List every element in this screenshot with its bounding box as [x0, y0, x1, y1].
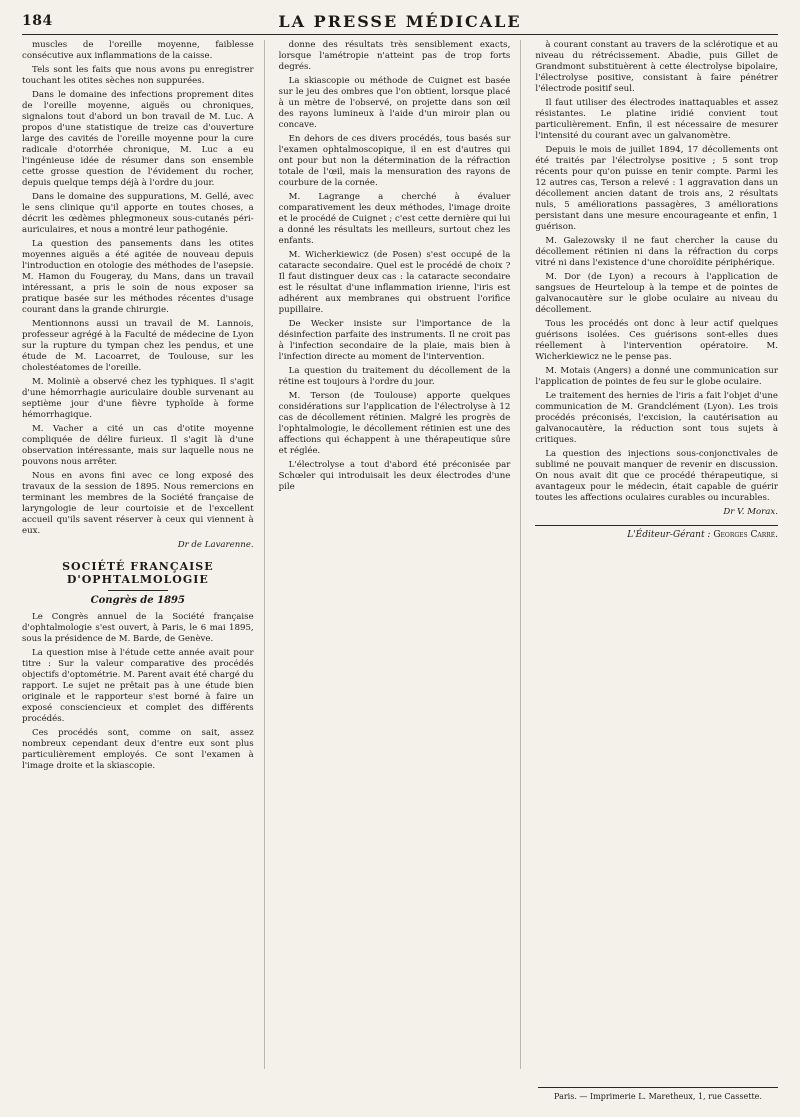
- paragraph: Le traitement des hernies de l'iris a fait l'objet d'une communication de M. Grandclément (Lyon). Les trois procédés préconisés, l'excision, la cautérisation au galvanocautère, la réduction sont tous sujets à critiques.: [535, 391, 778, 445]
- paragraph: Le Congrès annuel de la Société française d'ophtalmologie s'est ouvert, à Paris, le 6 mai 1895, sous la présidence de M. Barde, de Genève.: [22, 612, 254, 644]
- column-right: [535, 40, 778, 1069]
- paragraph: Dans le domaine des infections proprement dites de l'oreille moyenne, aiguës ou chroniques, signalons tout d'abord un bon travail de M. Luc. A propos d'une statistique de treize cas d'ouverture large des cavités de l'oreille moyenne pour la cure radicale d'otorrhée chronique, M. Luc a eu l'ingénieuse idée de résumer dans son ensemble cette grosse question de l'évidement du rocher, depuis quelque temps déjà à l'ordre du jour.: [22, 90, 254, 188]
- paragraph: La skiascopie ou méthode de Cuignet est basée sur le jeu des ombres que l'on obtient, lorsque placé à un mètre de l'observé, on projette dans son œil des rayons lumineux à l'aide d'un miroir plan ou concave.: [278, 76, 511, 130]
- paragraph: Depuis le mois de juillet 1894, 17 décollements ont été traités par l'électrolyse positive ; 5 sont trop récents pour qu'on puisse en tenir compte. Parmi les 12 autres cas, Terson a relevé : 1 aggravation dans un décollement ancien datant de trois ans, 2 résultats nuls, 5 améliorations passagères, 3 améliorations persistant dans une mesure encourageante et enfin, 1 guérison.: [535, 145, 778, 232]
- paragraph: La question mise à l'étude cette année avait pour titre : Sur la valeur comparative des procédés objectifs d'optométrie. M. Parent avait été chargé du rapport. Le sujet ne prêtait pas à une étude bien originale et le rapporteur s'est borné à faire un exposé consciencieux et complet des différents procédés.: [22, 648, 254, 724]
- paragraph: M. Motais (Angers) a donné une communication sur l'application de pointes de feu sur le globe oculaire.: [535, 366, 778, 387]
- paragraph: M. Moliniè a observé chez les typhiques. Il s'agit d'une hémorrhagie auriculaire double survenant au septième jour d'une fièvre typhoïde à forme hémorrhagique.: [22, 377, 254, 420]
- author-signature: Dr de Lavarenne.: [177, 540, 254, 550]
- editor-label: L'Éditeur-Gérant :: [627, 530, 711, 540]
- paragraph: L'électrolyse a tout d'abord été préconisée par Schœler qui introduisait les deux électrodes d'une pile: [278, 460, 511, 492]
- paragraph: M. Dor (de Lyon) a recours à l'application de sangsues de Heurteloup à la tempe et de pointes de galvanocautère sur le globe oculaire au niveau du décollement.: [535, 272, 778, 315]
- paragraph: La question des pansements dans les otites moyennes aiguës a été agitée de nouveau depuis l'introduction en otologie des méthodes de l'asepsie. M. Hamon du Fougeray, du Mans, dans un travail intéressant, a pris le soin de nous exposer sa pratique basée sur les méthodes récentes d'usage courant dans la grande chirurgie.: [22, 239, 254, 315]
- editor-line: [535, 525, 778, 540]
- paragraph: muscles de l'oreille moyenne, faiblesse consécutive aux inflammations de la caisse.: [22, 40, 254, 61]
- section-subtitle: Congrès de 1895: [90, 595, 185, 606]
- paragraph: Il faut utiliser des électrodes inattaquables et assez résistantes. Le platine iridié convient tout particulièrement. Enfin, il est nécessaire de mesurer l'intensité du courant avec un galvanomètre.: [535, 98, 778, 141]
- title-rule: [108, 590, 168, 591]
- editor-name: Georges Carré.: [713, 530, 778, 540]
- page-header: [22, 8, 778, 35]
- paragraph: Tous les procédés ont donc à leur actif quelques guérisons isolées. Ces guérisons sont-elles dues réellement à l'intervention opératoire. M. Wicherkiewicz ne le pense pas.: [535, 319, 778, 362]
- article-columns: [22, 40, 778, 1069]
- author-signature: Dr V. Morax.: [723, 507, 778, 517]
- paragraph: à courant constant au travers de la sclérotique et au niveau du rétrécissement. Abadie, puis Gillet de Grandmont substituèrent à cette électrolyse bipolaire, l'électrolyse positive, consistant à faire pénétrer l'électrode positif seul.: [535, 40, 778, 94]
- column-left: [22, 40, 265, 1069]
- printer-imprint: Paris. — Imprimerie L. Maretheux, 1, rue Cassette.: [538, 1087, 778, 1101]
- paragraph: M. Galezowsky il ne faut chercher la cause du décollement rétinien ni dans la réfraction du corps vitré ni dans l'existence d'une choroïdite périphérique.: [535, 236, 778, 268]
- page-number: 184: [22, 13, 53, 29]
- column-middle: [279, 40, 522, 1069]
- paragraph: Tels sont les faits que nous avons pu enregistrer touchant les otites sèches non suppurées.: [22, 65, 254, 86]
- paragraph: M. Lagrange a cherché à évaluer comparativement les deux méthodes, l'image droite et le procédé de Cuignet ; c'est cette dernière qui lui a donné les résultats les meilleurs, surtout chez les enfants.: [278, 192, 511, 246]
- paragraph: La question du traitement du décollement de la rétine est toujours à l'ordre du jour.: [278, 366, 511, 387]
- paragraph: Dans le domaine des suppurations, M. Gellé, avec le sens clinique qu'il apporte en toutes choses, a décrit les œdèmes phlegmoneux sous-cutanés péri-auriculaires, et nous a montré leur pathogénie.: [22, 192, 254, 235]
- paragraph: Mentionnons aussi un travail de M. Lannois, professeur agrégé à la Faculté de médecine de Lyon sur la rupture du tympan chez les pendus, et une étude de M. Lacoarret, de Toulouse, sur les cholestéatomes de l'oreille.: [22, 319, 254, 373]
- paragraph: De Wecker insiste sur l'importance de la désinfection parfaite des instruments. Il ne croit pas à l'infection secondaire de la plaie, mais bien à l'infection directe au moment de l'intervention.: [278, 319, 511, 362]
- paragraph: M. Vacher a cité un cas d'otite moyenne compliquée de délire furieux. Il s'agit là d'une observation intéressante, mais sur laquelle nous ne pouvons nous arrêter.: [22, 424, 254, 467]
- paragraph: La question des injections sous-conjonctivales de sublimé ne pouvait manquer de revenir en discussion. On nous avait dit que ce procédé thérapeutique, si avantageux pour le médecin, était capable de guérir toutes les affections oculaires curables ou incurables.: [535, 449, 778, 503]
- section-title: SOCIÉTÉ FRANÇAISE D'OPHTALMOLOGIE: [62, 560, 214, 586]
- paragraph: M. Wicherkiewicz (de Posen) s'est occupé de la cataracte secondaire. Quel est le procédé de choix ? Il faut distinguer deux cas : la cataracte secondaire est le résultat d'une inflammation irienne, l'iris est adhérent aux membranes qui obstruent l'orifice pupillaire.: [278, 250, 511, 315]
- paragraph: M. Terson (de Toulouse) apporte quelques considérations sur l'application de l'électrolyse à 12 cas de décollement rétinien. Malgré les progrès de l'ophtalmologie, le décollement rétinien est une des affections qui échappent à une thérapeutique sûre et réglée.: [278, 391, 511, 456]
- paragraph: Ces procédés sont, comme on sait, assez nombreux cependant deux d'entre eux sont plus particulièrement employés. Ce sont l'examen à l'image droite et la skiascopie.: [22, 728, 254, 771]
- journal-title: LA PRESSE MÉDICALE: [278, 11, 522, 31]
- paragraph: Nous en avons fini avec ce long exposé des travaux de la session de 1895. Nous remercions en terminant les membres de la Société française de laryngologie de leur courtoisie et de l'excellent accueil qu'ils savent réserver à ceux qui viennent à eux.: [22, 471, 254, 536]
- paragraph: En dehors de ces divers procédés, tous basés sur l'examen ophtalmoscopique, il en est d'autres qui ont pour but non la détermination de la réfraction totale de l'œil, mais la mensuration des rayons de courbure de la cornée.: [278, 134, 511, 188]
- paragraph: donne des résultats très sensiblement exacts, lorsque l'amétropie n'atteint pas de trop forts degrés.: [278, 40, 511, 72]
